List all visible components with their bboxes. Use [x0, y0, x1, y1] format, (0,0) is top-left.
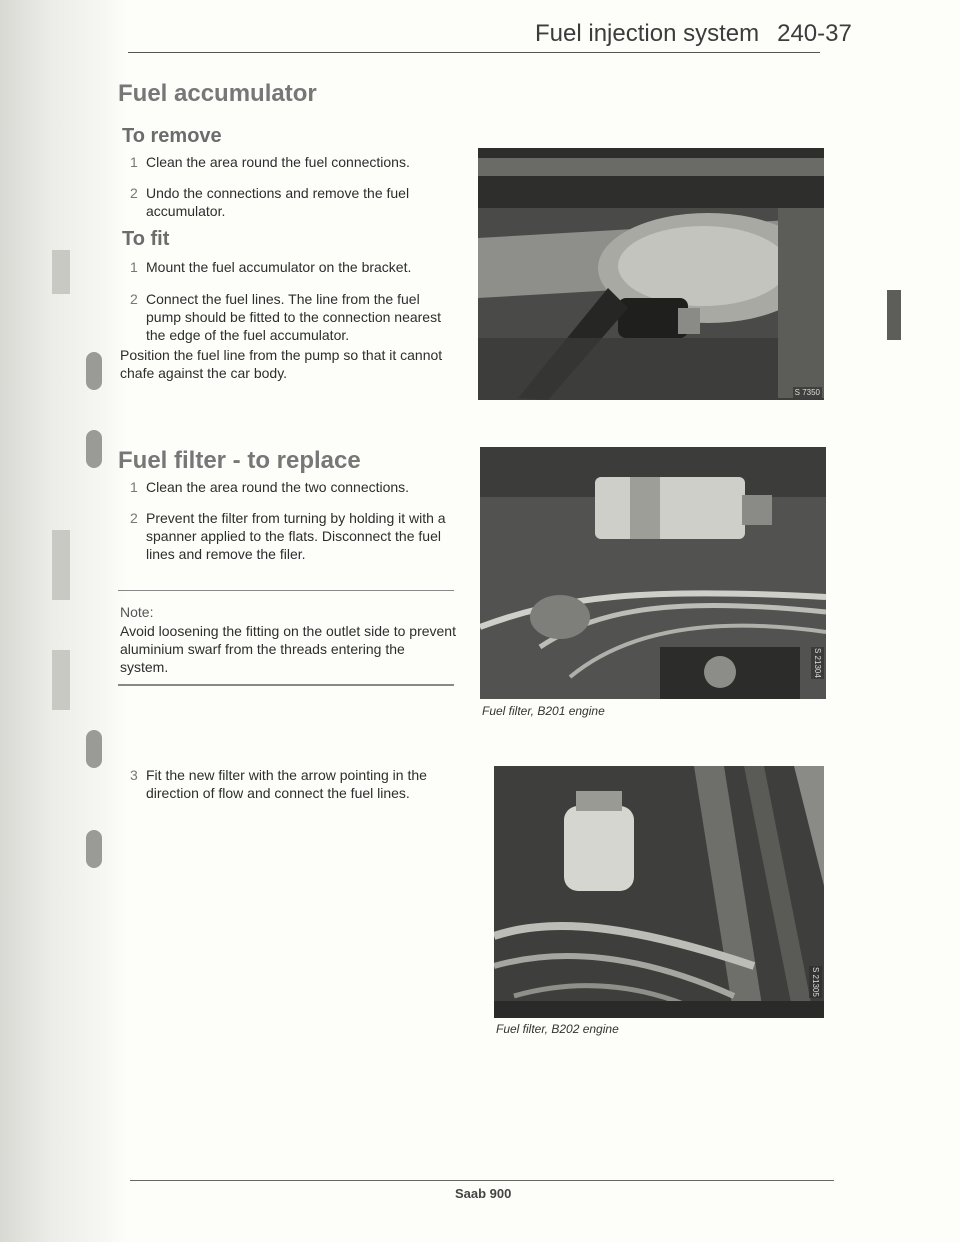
page-footer: Saab 900	[455, 1186, 512, 1201]
photo-b201-image	[480, 447, 826, 699]
step-number: 2	[130, 291, 138, 307]
step-number: 2	[130, 510, 138, 526]
heading-to-fit: To fit	[122, 228, 170, 250]
photo-code: S 7350	[794, 388, 820, 397]
punch-hole	[86, 830, 102, 868]
step-text: Clean the area round the fuel connections.	[146, 154, 410, 170]
step-number: 3	[130, 767, 138, 783]
footer-rule	[130, 1180, 834, 1181]
margin-tab	[52, 650, 70, 710]
note-rule-top	[118, 590, 454, 591]
section-tab	[887, 290, 901, 340]
binding-margin	[0, 0, 128, 1242]
punch-hole	[86, 430, 102, 468]
step-fit-2	[130, 290, 458, 344]
page-number: 240-37	[777, 20, 852, 47]
step-number: 1	[130, 154, 138, 170]
photo-fuel-filter-b201	[480, 447, 826, 699]
step-remove-2	[130, 184, 451, 220]
note-text: Avoid loosening the fitting on the outlet side to prevent aluminium swarf from the threads entering the system.	[120, 623, 456, 675]
margin-tab	[52, 530, 70, 600]
heading-to-remove: To remove	[122, 125, 222, 147]
photo-accumulator-image	[478, 148, 824, 400]
header-rule	[128, 52, 820, 53]
margin-tab	[52, 250, 70, 294]
section-title-filter: Fuel filter - to replace	[118, 447, 361, 474]
step-number: 1	[130, 479, 138, 495]
note-rule-bottom	[118, 684, 454, 686]
step-text: Connect the fuel lines. The line from the fuel pump should be fitted to the connection nearest the edge of the fuel accumulator.	[146, 291, 441, 343]
photo-code: S 21305	[811, 967, 820, 997]
photo-b202-image	[494, 766, 824, 1018]
photo-caption-b202: Fuel filter, B202 engine	[496, 1022, 619, 1036]
photo-fuel-accumulator	[478, 148, 824, 400]
note-label: Note:	[120, 604, 154, 620]
section-title-accumulator: Fuel accumulator	[118, 80, 317, 107]
photo-code: S 21304	[813, 648, 822, 678]
step-text: Mount the fuel accumulator on the bracket.	[146, 259, 412, 275]
fit-paragraph: Position the fuel line from the pump so that it cannot chafe against the car body.	[120, 347, 443, 381]
step-text: Undo the connections and remove the fuel accumulator.	[146, 185, 410, 219]
header-title: Fuel injection system	[535, 20, 760, 47]
step-number: 2	[130, 185, 138, 201]
photo-fuel-filter-b202	[494, 766, 824, 1018]
punch-hole	[86, 352, 102, 390]
step-fit-1	[130, 258, 476, 276]
step-filter-2	[130, 509, 458, 563]
punch-hole	[86, 730, 102, 768]
step-remove-1	[130, 153, 476, 171]
step-text: Clean the area round the two connections.	[146, 479, 410, 495]
step-text: Prevent the filter from turning by holding it with a spanner applied to the flats. Disconnect the fuel lines and remove the filer.	[146, 510, 446, 562]
step-filter-3	[130, 766, 458, 802]
page-header	[535, 20, 852, 48]
step-text: Fit the new filter with the arrow pointing in the direction of flow and connect the fuel lines.	[146, 767, 427, 801]
step-filter-1	[130, 478, 476, 496]
photo-caption-b201: Fuel filter, B201 engine	[482, 704, 605, 718]
step-number: 1	[130, 259, 138, 275]
